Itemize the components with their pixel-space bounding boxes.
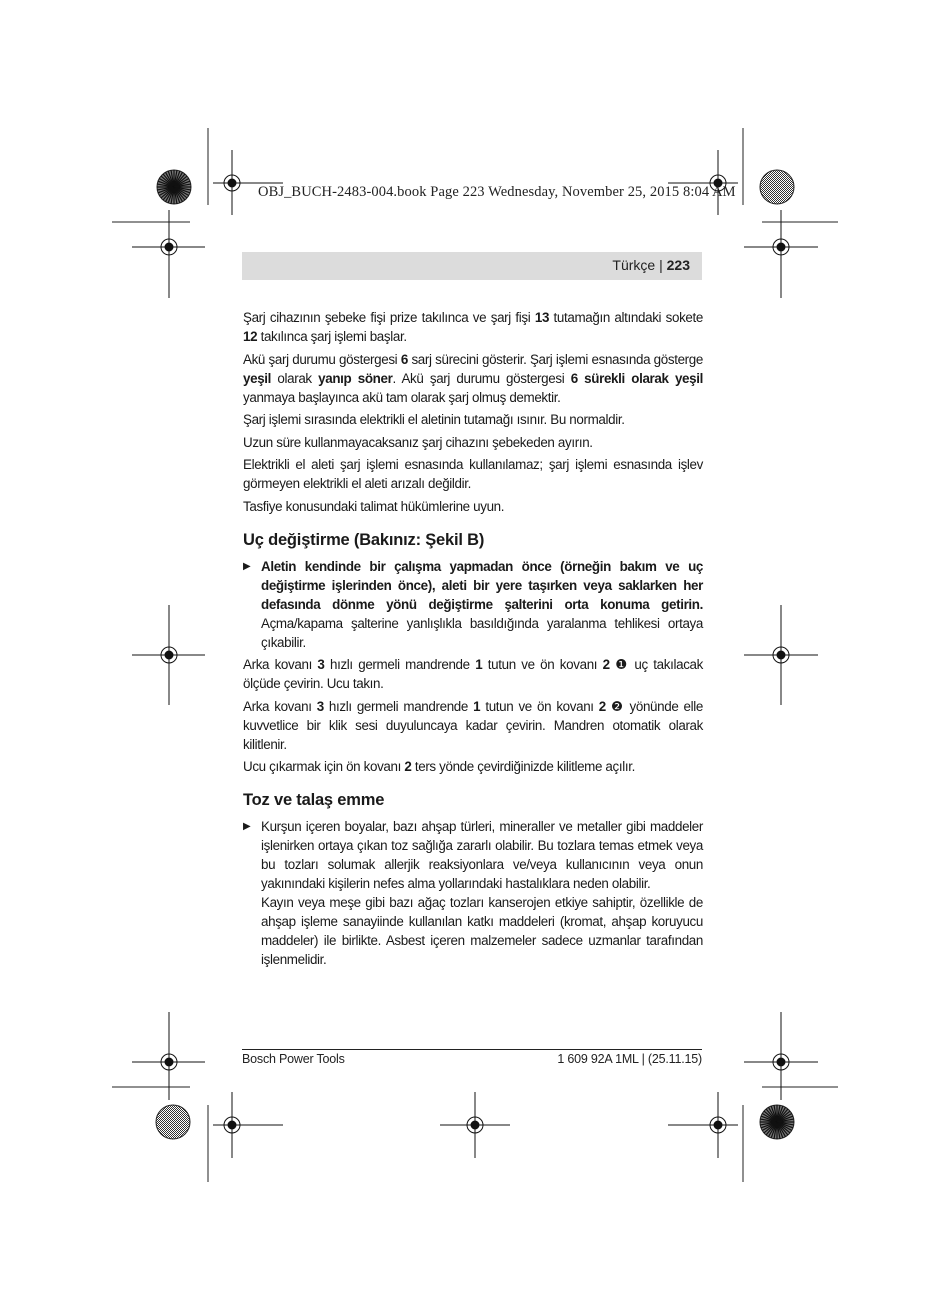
- warning-bullet: ▶ Kurşun içeren boyalar, bazı ahşap türleri, mineraller ve metaller gibi maddeler işlenirken ortaya çıkan toz sağlığa zararlı olabilir. Bu tozlara temas etmek veya bu tozları solumak allerjik reaksiyonlara ve/veya kullanıcının veya onun yakınındaki kişilerin nefes alma yollarındaki hastalıklara neden olabilir. Kayın veya meşe gibi bazı ağaç tozları kanserojen etkiye sahiptir, özellikle de ahşap işleme sanayiinde kullanılan katkı maddeleri (kromat, ahşap koruyucu maddeler) ile birlikte. Asbest içeren malzemeler sadece uzmanlar tarafından işlenmelidir.: [243, 819, 703, 967]
- bullet-arrow-icon: ▶: [243, 560, 251, 572]
- footer-doc-id: 1 609 92A 1ML | (25.11.15): [557, 1052, 702, 1066]
- registration-mark: [213, 1092, 283, 1158]
- paragraph: Elektrikli el aleti şarj işlemi esnasında kullanılamaz; şarj işlemi esnasında işlev görmeyen elektrikli el aleti arızalı değildir.: [243, 457, 703, 491]
- star-target: [760, 1105, 794, 1139]
- print-slug-line: OBJ_BUCH-2483-004.book Page 223 Wednesday, November 25, 2015 8:04 AM: [258, 184, 736, 200]
- paragraph: Şarj işlemi sırasında elektrikli el aletinin tutamağı ısınır. Bu normaldir.: [243, 412, 625, 427]
- paragraph: Arka kovanı 3 hızlı germeli mandrende 1 tutun ve ön kovanı 2 ❶ uç takılacak ölçüde çevirin. Ucu takın.: [243, 657, 703, 691]
- page-header: [242, 252, 702, 280]
- header-language: Türkçe: [612, 257, 656, 273]
- bullet-continuation: Kayın veya meşe gibi bazı ağaç tozları kanserojen etkiye sahiptir, özellikle de ahşap işleme sanayiinde kullanılan katkı maddeleri (kromat, ahşap koruyucu maddeler) ile birlikte. Asbest içeren malzemeler sadece uzmanlar tarafından işlenmelidir.: [261, 895, 703, 967]
- paragraph: Ucu çıkarmak için ön kovanı 2 ters yönde çevirdiğinizde kilitleme açılır.: [243, 759, 635, 774]
- registration-mark: [668, 1092, 738, 1158]
- section-heading: Toz ve talaş emme: [243, 791, 385, 809]
- step-symbol: ❷: [605, 698, 625, 714]
- registration-mark: [440, 1092, 510, 1158]
- paragraph: Akü şarj durumu göstergesi 6 sarj sürecini gösterir. Şarj işlemi esnasında gösterge yeşil olarak yanıp söner. Akü şarj durumu göstergesi 6 sürekli olarak yeşil yanmaya başlayınca akü tam olarak şarj olmuş demektir.: [243, 351, 703, 405]
- density-target: [760, 170, 794, 204]
- section-heading: Uç değiştirme (Bakınız: Şekil B): [243, 530, 485, 549]
- paragraph: Tasfiye konusundaki talimat hükümlerine uyun.: [243, 498, 505, 514]
- star-target: [157, 170, 191, 204]
- density-target: [156, 1105, 190, 1139]
- registration-mark: [744, 605, 818, 705]
- main-content: [243, 308, 703, 973]
- paragraph: Şarj cihazının şebeke fişi prize takılınca ve şarj fişi 13 tutamağın altındaki sokete 12 takılınca şarj işlemi başlar.: [243, 310, 703, 344]
- bullet-arrow-icon: ▶: [243, 821, 251, 832]
- header-text: [612, 257, 690, 273]
- registration-mark: [668, 150, 738, 215]
- footer-rule: [242, 1049, 702, 1050]
- registration-mark: [132, 210, 205, 298]
- step-symbol: ❶: [609, 657, 629, 672]
- footer-brand: Bosch Power Tools: [242, 1052, 345, 1066]
- paragraph: Arka kovanı 3 hızlı germeli mandrende 1 tutun ve ön kovanı 2 ❷ yönünde elle kuvvetlice bir klik sesi duyuluncaya kadar çevirin. Mandren otomatik olarak kilitlenir.: [243, 698, 703, 752]
- registration-mark: [744, 210, 818, 298]
- registration-mark: [213, 150, 283, 215]
- paragraph: Uzun süre kullanmayacaksanız şarj cihazını şebekeden ayırın.: [243, 434, 593, 450]
- registration-mark: [132, 605, 205, 705]
- header-separator: |: [659, 257, 663, 273]
- warning-bullet: ▶ Aletin kendinde bir çalışma yapmadan önce (örneğin bakım ve uç değiştirme işlerinden önce), aleti bir yere taşırken veya saklarken her defasında dönme yönü değiştirme şalterini orta konuma getirin. Açma/kapama şalterine yanlışlıkla basıldığında yaralanma tehlikesi ortaya çıkabilir.: [243, 558, 703, 650]
- page-number: 223: [666, 257, 690, 273]
